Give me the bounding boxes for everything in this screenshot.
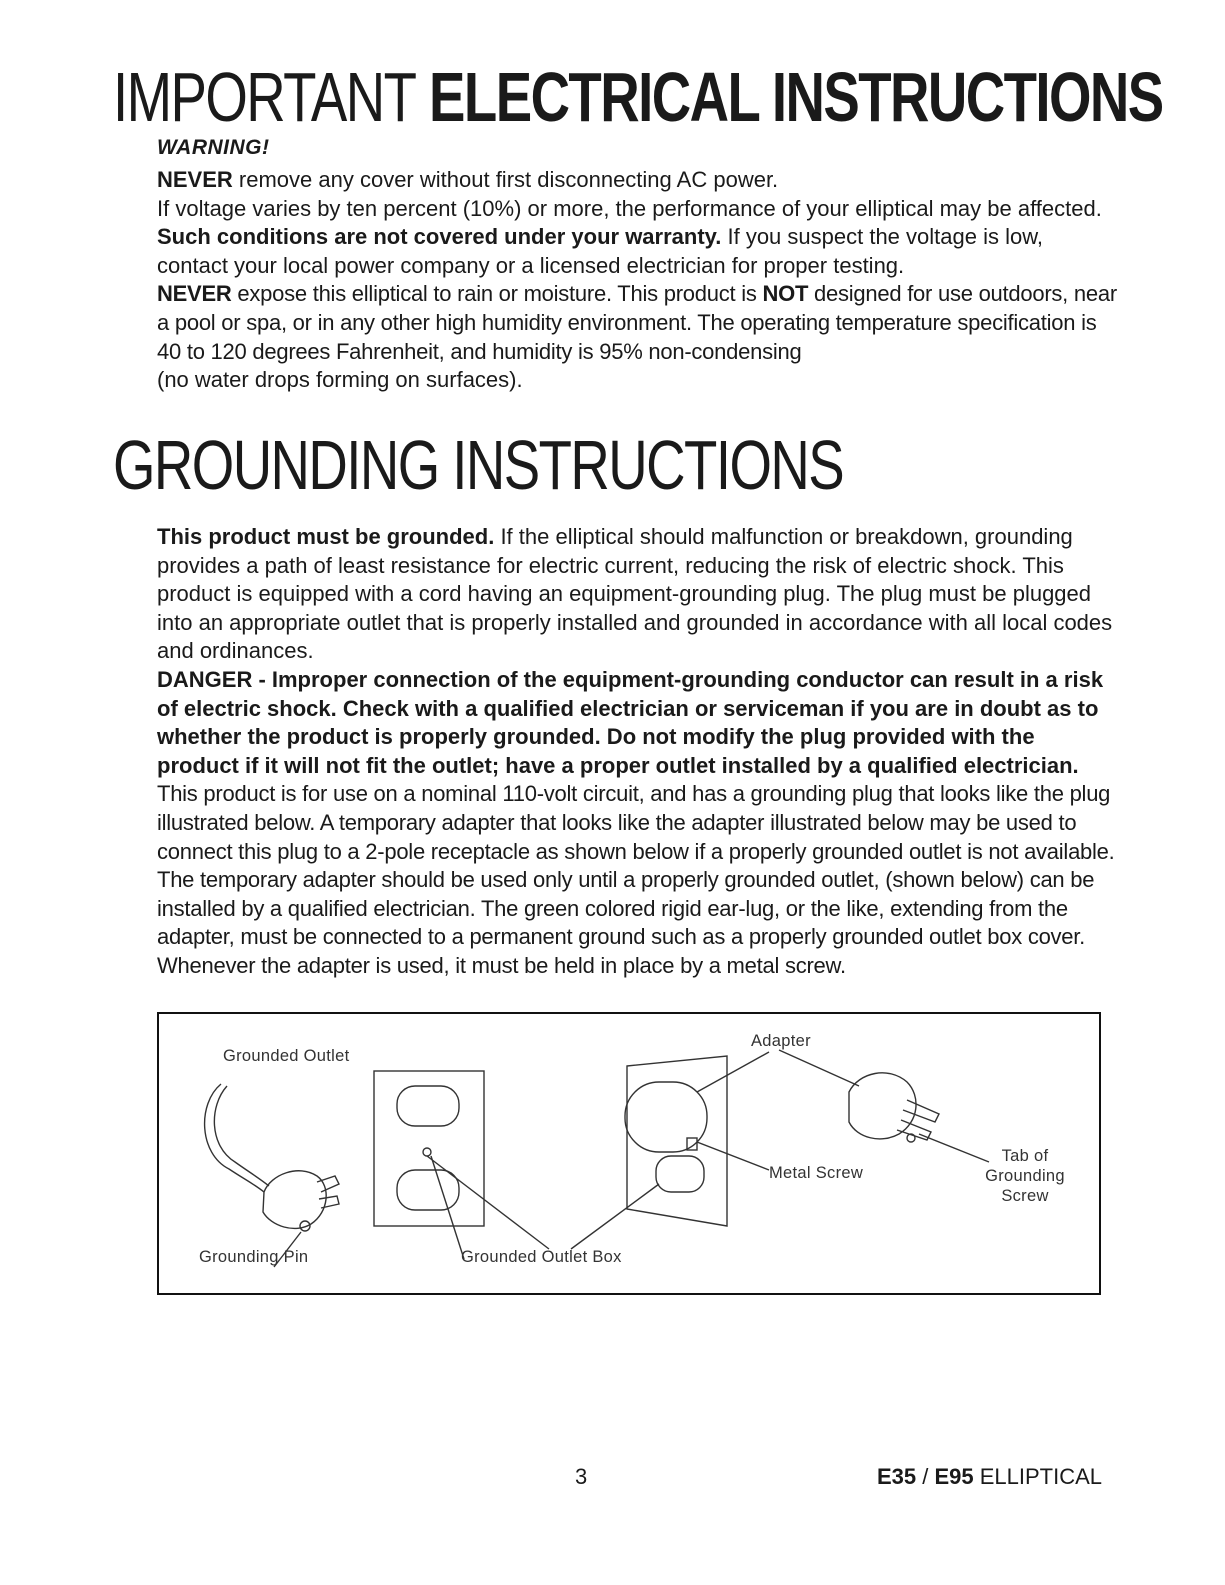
warning-paragraph-3: [157, 280, 1117, 366]
grounding-paragraph-1: [157, 523, 1117, 666]
lower-receptacle: [397, 1170, 459, 1210]
warning-paragraph-4: (no water drops forming on surfaces).: [157, 367, 523, 393]
model-e35: E35: [876, 1464, 917, 1489]
title-electrical-instructions: ELECTRICAL INSTRUCTIONS: [429, 58, 1163, 136]
grounding-pin-label: Grounding Pin: [199, 1248, 309, 1266]
grounding-diagram: [157, 1012, 1101, 1295]
adapter-prong-1: [903, 1100, 939, 1122]
warning-paragraph-1: [157, 166, 1117, 195]
warning-paragraph-2: [157, 195, 1117, 281]
grounding-text: [157, 523, 1117, 981]
tab-label-line-1: Tab of: [1001, 1147, 1049, 1165]
tab-of-grounding-screw-label: [977, 1146, 1073, 1206]
two-pole-receptacle: [656, 1156, 704, 1192]
title-important: IMPORTANT: [113, 58, 416, 136]
tab-label-line-2: Grounding: [985, 1167, 1065, 1185]
never-emphasis-2: NEVER: [157, 281, 232, 307]
metal-screw-label: Metal Screw: [769, 1164, 864, 1182]
warning-text: [157, 166, 1117, 395]
warning-sentence: remove any cover without first disconnecting AC power.: [232, 167, 779, 192]
adapter-body: [849, 1073, 916, 1139]
danger-paragraph: DANGER - Improper connection of the equipment-grounding conductor can result in a risk of electric shock. Check with a qualified electrician or serviceman if you are in doubt as to whether the product is properly grounded. Do not modify the plug provided with the product if it will not fit the outlet; have a proper outlet installed by a qualified electrician.: [157, 666, 1104, 778]
model-separator: /: [916, 1464, 935, 1489]
outlet-center-screw: [423, 1148, 431, 1156]
outlet-box-leader-3: [571, 1184, 659, 1249]
page-title: [113, 58, 1163, 136]
power-cord-inner: [214, 1086, 269, 1186]
not-emphasis: NOT: [762, 281, 809, 307]
model-suffix: ELLIPTICAL: [973, 1464, 1102, 1489]
grounded-outlet-label: Grounded Outlet: [223, 1047, 350, 1065]
adapter-label: Adapter: [751, 1032, 811, 1050]
voltage-text: If voltage varies by ten percent (10%) or more, the performance of your elliptical may be affected.: [157, 195, 1102, 221]
tab-label-line-3: Screw: [1001, 1187, 1049, 1205]
voltage-advice: If you suspect the voltage is low, contact your local power company or a licensed electrician for proper testing.: [157, 224, 1043, 278]
upper-receptacle: [397, 1086, 459, 1126]
moisture-text: expose this elliptical to rain or moisture. This product is: [231, 281, 763, 307]
warning-label: WARNING!: [157, 136, 270, 159]
grounding-explanation: If the elliptical should malfunction or breakdown, grounding provides a path of least resistance for electric current, reducing the risk of electric shock. This product is equipped with a cord having an equipment-grounding plug. The plug must be plugged into an appropriate outlet that is properly installed and grounded in accordance with all local codes and ordinances.: [157, 524, 1113, 664]
never-emphasis: NEVER: [157, 167, 233, 192]
page-number: 3: [575, 1464, 588, 1489]
grounded-outlet-box-label: Grounded Outlet Box: [461, 1248, 622, 1266]
model-e95: E95: [934, 1464, 974, 1489]
metal-screw-leader: [697, 1142, 769, 1170]
two-pole-plate: [627, 1056, 727, 1226]
model-name: [877, 1464, 1102, 1490]
must-be-grounded-emphasis: This product must be grounded.: [157, 524, 495, 549]
adapter-leader-2: [779, 1050, 859, 1086]
plug-prong-2: [319, 1196, 339, 1208]
grounding-plug-body: [263, 1171, 326, 1229]
warranty-emphasis: Such conditions are not covered under your warranty.: [157, 224, 722, 250]
grounding-paragraph-3: This product is for use on a nominal 110-volt circuit, and has a grounding plug that looks like the plug illustrated below. A temporary adapter that looks like the adapter illustrated below may be used to connect this plug to a 2-pole receptacle as shown below if a properly grounded outlet is not available. The temporary adapter should be used only until a properly grounded outlet, (shown below) can be installed by a qualified electrician. The green colored rigid ear-lug, or the like, extending from the adapter, must be connected to a permanent ground such as a properly grounded outlet box cover. Whenever the adapter is used, it must be held in place by a metal screw.: [157, 781, 1115, 978]
grounding-title: GROUNDING INSTRUCTIONS: [113, 426, 844, 504]
environment-text: designed for use outdoors, near a pool or spa, or in any other high humidity environment. The operating temperature specification is 40 to 120 degrees Fahrenheit, and humidity is 95% non-condensing: [157, 281, 1117, 364]
adapter-receptacle: [625, 1082, 707, 1152]
